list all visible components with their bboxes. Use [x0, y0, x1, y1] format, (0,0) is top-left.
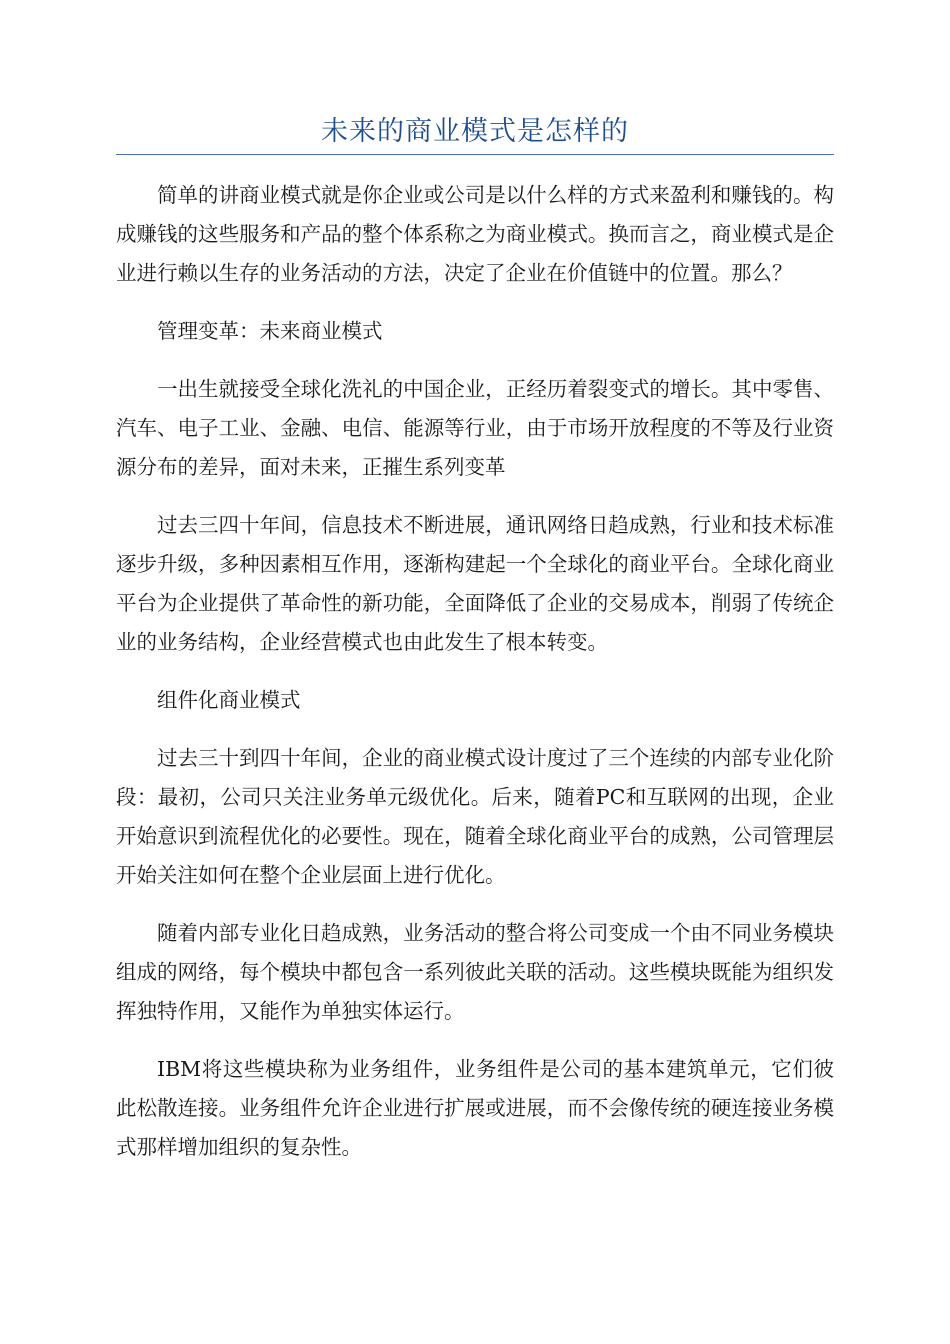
section-heading-management-reform: 管理变革：未来商业模式 — [157, 319, 383, 343]
document-body — [116, 176, 834, 1186]
section-heading-component-model: 组件化商业模式 — [157, 688, 301, 712]
paragraph-business-components: IBM将这些模块称为业务组件，业务组件是公司的基本建筑单元，它们彼此松散连接。业务组件允许企业进行扩展或进展，而不会像传统的硬连接业务模式那样增加组织的复杂性。 — [116, 1057, 834, 1159]
document-title: 未来的商业模式是怎样的 — [321, 116, 629, 147]
paragraph-global-platform: 过去三四十年间，信息技术不断进展，通讯网络日趋成熟，行业和技术标准逐步升级，多种因素相互作用，逐渐构建起一个全球化的商业平台。全球化商业平台为企业提供了革命性的新功能，全面降低了企业的交易成本，削弱了传统企业的业务结构，企业经营模式也由此发生了根本转变。 — [116, 513, 834, 654]
paragraph-intro: 简单的讲商业模式就是你企业或公司是以什么样的方式来盈利和赚钱的。构成赚钱的这些服务和产品的整个体系称之为商业模式。换而言之，商业模式是企业进行赖以生存的业务活动的方法，决定了企业在价值链中的位置。那么？ — [116, 183, 834, 285]
title-underline — [116, 154, 834, 155]
paragraph-specialization-stages: 过去三十到四十年间，企业的商业模式设计度过了三个连续的内部专业化阶段：最初，公司只关注业务单元级优化。后来，随着PC和互联网的出现，企业开始意识到流程优化的必要性。现在，随着全球化商业平台的成熟，公司管理层开始关注如何在整个企业层面上进行优化。 — [116, 746, 834, 887]
paragraph-business-modules: 随着内部专业化日趋成熟，业务活动的整合将公司变成一个由不同业务模块组成的网络，每个模块中都包含一系列彼此关联的活动。这些模块既能为组织发挥独特作用，又能作为单独实体运行。 — [116, 921, 834, 1023]
paragraph-chinese-enterprises: 一出生就接受全球化洗礼的中国企业，正经历着裂变式的增长。其中零售、汽车、电子工业、金融、电信、能源等行业，由于市场开放程度的不等及行业资源分布的差异，面对未来，正摧生系列变革 — [116, 377, 834, 479]
